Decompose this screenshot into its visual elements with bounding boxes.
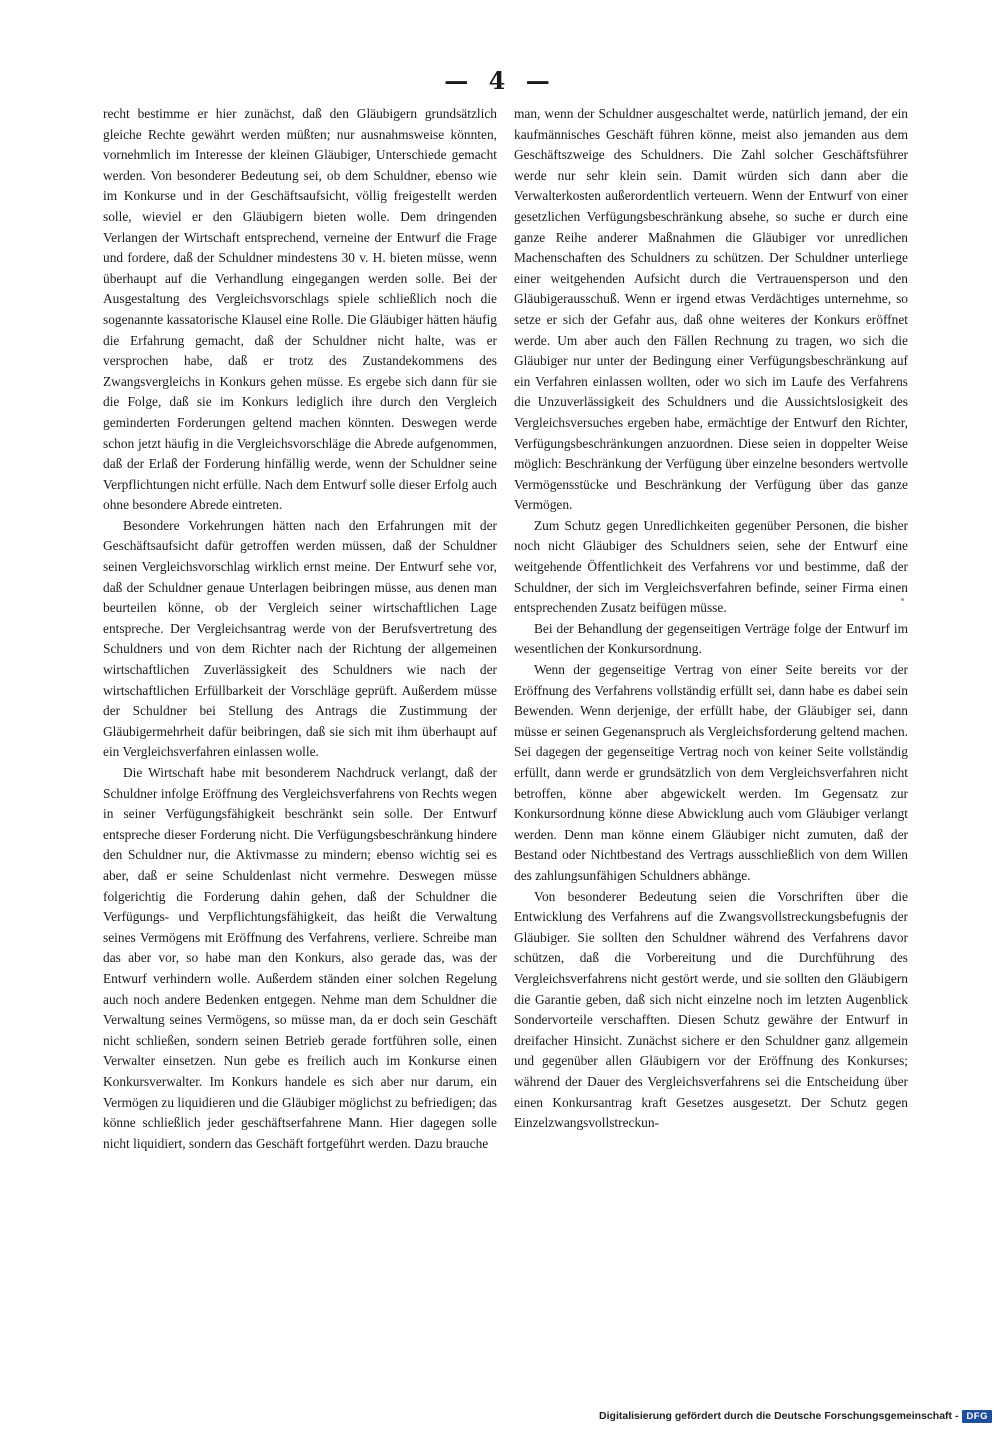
scan-speck (901, 598, 904, 601)
paragraph: Besondere Vorkehrungen hätten nach den Erfahrungen mit der Geschäftsaufsicht dafür getroffen werden müssen, daß der Schuldner seinen Vergleichsvorschlag wirklich ernst meine. Der Entwurf sehe vor, daß der Schuldner genaue Unterlagen beibringen müsse, aus denen man beurteilen könne, ob der Vergleich seiner wirtschaftlichen Lage entspreche. Der Vergleichsantrag werde von der Berufsvertretung des Schuldners und von dem Richter nach der Richtung der allgemeinen wirtschaftlichen Zuverlässigkeit des Schuldners wie nach der wirtschaftlichen Erfüllbarkeit der Vorschläge geprüft. Außerdem müsse der Schuldner bei Stellung des Antrags die Zustimmung der Gläubigermehrheit dafür beibringen, daß sie sich mit ihm überhaupt auf ein Vergleichsverfahren einlassen wolle. (103, 517, 497, 760)
dfg-logo-icon: DFG (962, 1410, 992, 1423)
paragraph: recht bestimme er hier zunächst, daß den Gläubigern grundsätzlich gleiche Rechte gewährt werden müßten; nur ausnahmsweise könnten, vornehmlich im Interesse der kleinen Gläubiger, Unterschiede gemacht werden. Von besonderer Bedeutung sei, ob dem Schuldner, ebenso wie im Konkurse und in der Geschäftsaufsicht, völlig freigestellt werden solle, wieviel er den Gläubigern bieten wolle. Dem dringenden Verlangen der Wirtschaft entsprechend, verneine der Entwurf die Frage und fordere, daß der Schuldner mindestens 30 v. H. bieten müsse, wenn überhaupt auf die Verhandlung eingegangen werden solle. Bei der Ausgestaltung des Vergleichsvorschlags spiele schließlich noch die sogenannte kassatorische Klausel eine Rolle. Die Gläubiger hätten häufig die Erfahrung gemacht, daß der Schuldner nicht halte, was er versprochen habe, daß er trotz des Zustandekommens des Zwangsvergleichs in Konkurs gehen müsse. Es ergebe sich dann für sie die Folge, daß sie im Konkurs lediglich ihre durch den Vergleich geminderten Forderungen geltend machen könnten. Deswegen werde schon jetzt häufig in die Vergleichsvorschläge die Abrede aufgenommen, daß der Erlaß der Forderung hinfällig werde, wenn der Schuldner seine Verpflichtungen nicht erfülle. Nach dem Entwurf solle dieser Erfolg auch ohne besondere Abrede eintreten. (103, 106, 497, 513)
page-number: — 4 — (444, 66, 556, 95)
paragraph: Bei der Behandlung der gegenseitigen Verträge folge der Entwurf im wesentlichen der Konkursordnung. (514, 620, 908, 657)
paragraph: Wenn der gegenseitige Vertrag von einer Seite bereits vor der Eröffnung des Verfahrens vollständig erfüllt sei, dann habe es dabei sein Bewenden. Wenn derjenige, der erfüllt habe, der Gläubiger sei, dann müsse er seinen Gegenanspruch als Vergleichsforderung geltend machen. Sei dagegen der gegenseitige Vertrag noch von keiner Seite vollständig erfüllt, dann werde er grundsätzlich von dem Vergleichsverfahren nicht betroffen, könne aber abgewickelt werden. Im Gegensatz zur Konkursordnung könne diese Abwicklung auch vom Gläubiger verlangt werden. Denn man könne einem Gläubiger nicht zumuten, daß der Bestand oder Nichtbestand des Vertrags ausschließlich von dem Willen des zahlungsunfähigen Schuldners abhänge. (514, 662, 908, 883)
paragraph: man, wenn der Schuldner ausgeschaltet werde, natürlich jemand, der ein kaufmännisches Geschäft führen könne, meist also jemanden aus dem Geschäftszweige des Schuldners. Die Zahl solcher Geschäftsführer werde nur sehr klein sein. Damit würden sich dann aber die Verwalterkosten außerordentlich verteuern. Wenn der Entwurf von einer gesetzlichen Verfügungsbeschränkung absehe, so suche er durch eine ganze Reihe anderer Maßnahmen die Gläubiger vor unredlichen Machenschaften des Schuldners zu schützen. Der Schuldner unterliege einer weitgehenden Aufsicht durch die Vertrauensperson und den Gläubigerausschuß. Wenn er irgend etwas Verdächtiges unternehme, so setze er sich der Gefahr aus, daß ohne weiteres der Konkurs eröffnet werde. Um aber auch den Fällen Rechnung zu tragen, wo sich die Gläubiger nur unter der Bedingung einer Verfügungsbeschränkung auf ein Verfahren einlassen wollten, oder wo sich im Laufe des Verfahrens die Unzuverlässigkeit des Schuldners und die Aussichtslosigkeit des Vergleichsversuches ergeben habe, ermächtige der Entwurf den Richter, Verfügungsbeschränkungen anzuordnen. Diese seien in doppelter Weise möglich: Beschränkung der Verfügung über einzelne besonders wertvolle Vermögensstücke und Beschränkung der Verfügung über das ganze Vermögen. (514, 106, 908, 513)
paragraph: Die Wirtschaft habe mit besonderem Nachdruck verlangt, daß der Schuldner infolge Eröffnung des Vergleichsverfahrens von Rechts wegen in seiner Verfügungsfähigkeit beschränkt sein solle. Der Entwurf entspreche dieser Forderung nicht. Die Verfügungsbeschränkung hindere den Schuldner nur, die Aktivmasse zu mindern; ebenso wichtig sei es aber, daß er seine Schuldenlast nicht vermehre. Deswegen müsse folgerichtig die Forderung dahin gehen, daß der Schuldner die Verfügungs- und Verpflichtungsfähigkeit, das heißt die Verwaltung seines Vermögens mit Eröffnung des Verfahrens, verliere. Schreibe man das aber vor, so habe man den Konkurs, also gerade das, was der Entwurf verhindern wolle. Außerdem ständen einer solchen Regelung auch noch andere Bedenken entgegen. Nehme man dem Schuldner die Verwaltung seines Vermögens, so müsse man, da er doch sein Geschäft nicht schließen, sondern seinen Betrieb gerade fortführen solle, einen Verwalter einsetzen. Nun gebe es freilich auch im Konkurse einen Konkursverwalter. Im Konkurs handele es sich aber nur darum, ein Vermögen zu liquidieren und die Gläubiger möglichst zu befriedigen; das könne schließlich jeder geschäftserfahrene Mann. Hier dagegen solle nicht liquidiert, sondern das Geschäft fortgeführt werden. Dazu brauche (103, 765, 497, 1151)
footer-credit-text: Digitalisierung gefördert durch die Deutsche Forschungsgemeinschaft - (599, 1410, 959, 1422)
paragraph: Von besonderer Bedeutung seien die Vorschriften über die Entwicklung des Verfahrens auf die Zwangsvollstreckungsbefugnis der Gläubiger. Sie sollten den Schuldner während des Verfahrens davor schützen, daß die Vorbereitung und die Durchführung des Vergleichsverfahrens nicht gestört werde, und sie sollten den Gläubigern die Garantie geben, daß sich nicht einzelne noch im letzten Augenblick Sondervorteile verschafften. Diesen Schutz gewähre der Entwurf in dreifacher Hinsicht. Zunächst sichere er den Schuldner ganz allgemein und gegenüber allen Gläubigern vor der Eröffnung des Konkurses; während der Dauer des Vergleichsverfahrens sei die Entscheidung über einen Konkursantrag kraft Gesetzes ausgesetzt. Der Schutz gegen Einzelzwangsvollstreckun- (514, 888, 908, 1131)
paragraph: Zum Schutz gegen Unredlichkeiten gegenüber Personen, die bisher noch nicht Gläubiger des Schuldners seien, sehe der Entwurf eine weitgehende Öffentlichkeit des Verfahrens vor und bestimme, daß der Schuldner, der sich im Vergleichsverfahren befinde, seiner Firma einen entsprechenden Zusatz beifügen müsse. (514, 517, 908, 616)
right-column (514, 104, 908, 1134)
left-column (103, 104, 497, 1154)
digitization-footer (599, 1407, 992, 1425)
